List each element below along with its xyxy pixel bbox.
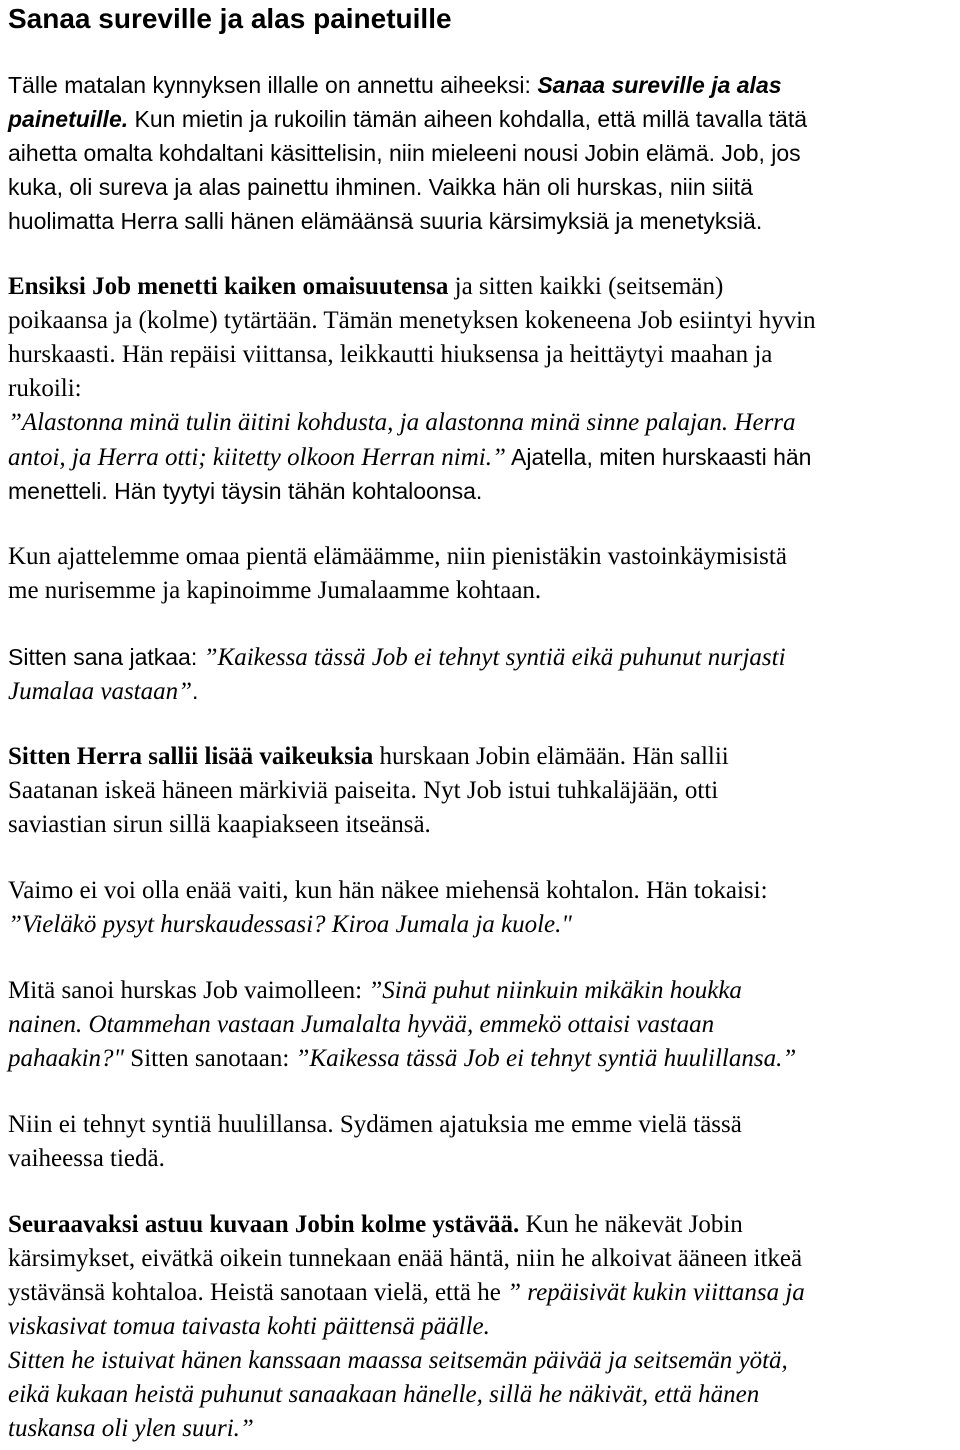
text-run: Sanaa sureville ja alas: [537, 72, 782, 98]
text-line: [8, 1008, 952, 1042]
text-run: me nurisemme ja kapinoimme Jumalaamme kohtaan.: [8, 577, 542, 604]
text-run: .: [192, 678, 199, 704]
text-line: [8, 338, 952, 372]
text-run: vaiheessa tiedä.: [8, 1145, 165, 1172]
text-line: [8, 304, 952, 338]
text-line: [8, 474, 952, 508]
text-run: ”Alastonna minä tulin äitini kohdusta, ja alastonna minä sinne palajan. Herra: [8, 409, 796, 436]
text-run: viskasivat tomua taivasta kohti päittensä päälle.: [8, 1313, 490, 1340]
text-run: Sitten sanotaan:: [124, 1045, 296, 1072]
paragraph: [8, 974, 952, 1076]
text-line: [8, 1378, 952, 1412]
text-line: [8, 68, 952, 102]
paragraph: [8, 1108, 952, 1176]
text-line: [8, 674, 952, 708]
text-run: Kun mietin ja rukoilin tämän aiheen kohdalla, että millä tavalla tätä: [128, 106, 808, 132]
text-run: Vaimo ei voi olla enää vaiti, kun hän näkee miehensä kohtalon. Hän tokaisi:: [8, 877, 768, 904]
text-line: [8, 1412, 952, 1446]
paragraph: [8, 270, 952, 508]
text-run: painetuille.: [8, 106, 129, 132]
text-line: [8, 574, 952, 608]
text-line: [8, 1142, 952, 1176]
text-run: Ensiksi Job menetti kaiken omaisuutensa: [8, 273, 449, 300]
text-run: pahaakin?": [8, 1045, 125, 1072]
text-line: [8, 1042, 952, 1076]
paragraph: [8, 1208, 952, 1446]
text-line: [8, 1242, 952, 1276]
text-run: Niin ei tehnyt syntiä huulillansa. Sydämen ajatuksia me emme vielä tässä: [8, 1111, 742, 1138]
paragraph: [8, 874, 952, 942]
text-line: [8, 1276, 952, 1310]
text-run: ” repäisivät kukin viittansa ja: [507, 1279, 805, 1306]
text-run: menetteli. Hän tyytyi täysin tähän kohtaloonsa.: [8, 478, 483, 504]
text-run: ”Kaikessa tässä Job ei tehnyt syntiä huulillansa.”: [295, 1045, 797, 1072]
text-run: Tälle matalan kynnyksen illalle on annettu aiheeksi:: [8, 72, 538, 98]
text-run: eikä kukaan heistä puhunut sanaakaan hänelle, sillä he näkivät, että hänen: [8, 1381, 760, 1408]
text-line: [8, 1108, 952, 1142]
text-run: huolimatta Herra salli hänen elämäänsä suuria kärsimyksiä ja menetyksiä.: [8, 208, 763, 234]
text-line: [8, 1310, 952, 1344]
text-line: [8, 372, 952, 406]
text-run: ”Kaikessa tässä Job ei tehnyt syntiä eikä puhunut nurjasti: [203, 644, 786, 671]
text-run: Saatanan iskeä häneen märkiviä paiseita. Nyt Job istui tuhkaläjään, otti: [8, 777, 719, 804]
text-run: ja sitten kaikki (seitsemän): [448, 273, 724, 300]
text-run: rukoili:: [8, 375, 82, 402]
text-run: Ajatella, miten hurskaasti hän: [505, 444, 812, 470]
text-line: [8, 808, 952, 842]
paragraph: [8, 640, 952, 708]
text-run: Jumalaa vastaan”: [8, 678, 193, 705]
text-run: tuskansa oli ylen suuri.”: [8, 1415, 254, 1442]
document-body: [8, 68, 952, 1446]
text-run: nainen. Otammehan vastaan Jumalalta hyvää, emmekö ottaisi vastaan: [8, 1011, 715, 1038]
text-run: ”Vieläkö pysyt hurskaudessasi? Kiroa Jumala ja kuole.": [8, 911, 572, 938]
text-line: [8, 540, 952, 574]
text-line: [8, 1344, 952, 1378]
text-line: [8, 974, 952, 1008]
text-run: kärsimykset, eivätkä oikein tunnekaan enää häntä, niin he alkoivat ääneen itkeä: [8, 1245, 803, 1272]
text-line: [8, 270, 952, 304]
text-line: [8, 170, 952, 204]
text-run: ”Sinä puhut niinkuin mikäkin houkka: [368, 977, 742, 1004]
text-run: Kun ajattelemme omaa pientä elämäämme, niin pienistäkin vastoinkäymisistä: [8, 543, 787, 570]
text-run: hurskaasti. Hän repäisi viittansa, leikkautti hiuksensa ja heittäytyi maahan ja: [8, 341, 773, 368]
text-run: antoi, ja Herra otti; kiitetty olkoon Herran nimi.”: [8, 444, 506, 471]
text-run: Sitten Herra sallii lisää vaikeuksia: [8, 743, 374, 770]
text-run: Kun he näkevät Jobin: [519, 1211, 743, 1238]
paragraph: [8, 68, 952, 238]
text-line: [8, 874, 952, 908]
text-line: [8, 774, 952, 808]
text-line: [8, 740, 952, 774]
text-line: [8, 908, 952, 942]
paragraph: [8, 540, 952, 608]
text-line: [8, 406, 952, 440]
text-run: Mitä sanoi hurskas Job vaimolleen:: [8, 977, 369, 1004]
text-line: [8, 640, 952, 674]
text-run: poikaansa ja (kolme) tytärtään. Tämän menetyksen kokeneena Job esiintyi hyvin: [8, 307, 816, 334]
text-line: [8, 440, 952, 474]
text-line: [8, 1208, 952, 1242]
text-run: hurskaan Jobin elämään. Hän sallii: [373, 743, 729, 770]
text-run: Sitten sana jatkaa:: [8, 644, 204, 670]
text-run: ystävänsä kohtaloa. Heistä sanotaan vielä, että he: [8, 1279, 508, 1306]
text-run: aihetta omalta kohdaltani käsittelisin, niin mieleeni nousi Jobin elämä. Job, jos: [8, 140, 801, 166]
text-line: [8, 204, 952, 238]
text-run: kuka, oli sureva ja alas painettu ihminen. Vaikka hän oli hurskas, niin siitä: [8, 174, 753, 200]
text-line: [8, 102, 952, 136]
text-run: Seuraavaksi astuu kuvaan Jobin kolme ystävää.: [8, 1211, 520, 1238]
page-title: Sanaa sureville ja alas painetuille: [8, 3, 452, 34]
text-run: saviastian sirun sillä kaapiakseen itseänsä.: [8, 811, 431, 838]
paragraph: [8, 740, 952, 842]
text-line: [8, 136, 952, 170]
text-run: Sitten he istuivat hänen kanssaan maassa seitsemän päivää ja seitsemän yötä,: [8, 1347, 788, 1374]
